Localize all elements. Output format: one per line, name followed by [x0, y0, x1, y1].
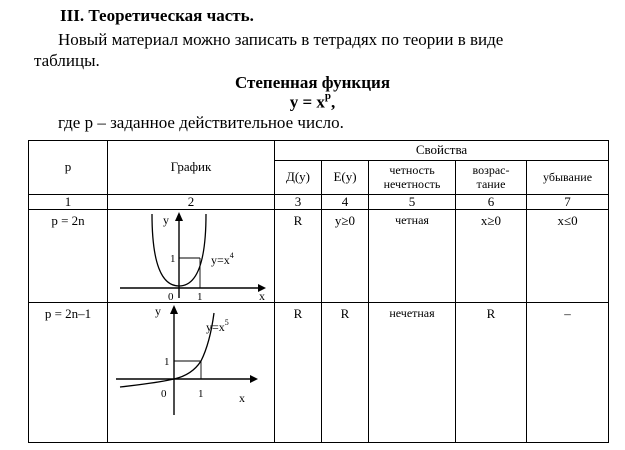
header-parity-line1: четность [389, 163, 435, 178]
curve-x5 [120, 313, 214, 387]
table-row [29, 210, 609, 303]
header-parity-line2: нечетность [383, 176, 441, 191]
curve-label-base: y=x [206, 320, 225, 335]
tick-y-label: 1 [164, 356, 170, 369]
tick-x-label: 1 [198, 388, 204, 401]
y-axis-arrow-icon [175, 212, 183, 221]
header-parity [369, 161, 456, 195]
column-number-4: 4 [322, 195, 369, 210]
row2-p: p = 2n–1 [29, 303, 108, 443]
x-axis-arrow-icon [250, 375, 258, 383]
section-heading: III. Теоретическая часть. [60, 6, 254, 25]
tick-y-label: 1 [170, 253, 176, 266]
row2-decrease: – [527, 303, 609, 443]
even-power-graph [108, 210, 275, 302]
axis-label-x: x [239, 391, 245, 406]
curve-label [211, 251, 234, 267]
curve-label [206, 318, 229, 334]
row2-increase: R [456, 303, 527, 443]
column-number-2: 2 [108, 195, 275, 210]
curve-label-base: y=x [211, 253, 230, 268]
axis-label-x: x [259, 289, 265, 303]
curve-label-exp: 4 [229, 251, 234, 261]
row2-domain: R [275, 303, 322, 443]
header-domain: Д(y) [275, 161, 322, 195]
intro-line-2: таблицы. [34, 51, 100, 70]
where-text: где p – заданное действительное число. [58, 113, 344, 132]
header-range: E(y) [322, 161, 369, 195]
header-decrease: убывание [527, 161, 609, 195]
formula-base: y = x [289, 92, 325, 112]
function-title: Степенная функция [234, 73, 391, 92]
header-properties: Свойства [275, 141, 609, 161]
axis-label-y: y [163, 213, 169, 228]
column-number-5: 5 [369, 195, 456, 210]
column-number-3: 3 [275, 195, 322, 210]
header-increase-line2: тание [476, 176, 506, 191]
header-increase-line1: возрас- [472, 163, 510, 178]
function-formula [0, 92, 625, 113]
origin-label: 0 [161, 388, 167, 401]
header-graph: График [108, 141, 275, 195]
row2-graph [108, 303, 275, 443]
y-axis-arrow-icon [170, 305, 178, 314]
row1-parity: четная [369, 210, 456, 303]
row2-range: R [322, 303, 369, 443]
row1-graph [108, 210, 275, 303]
table-row [29, 303, 609, 443]
row1-decrease: x≤0 [527, 210, 609, 303]
row2-parity: нечетная [369, 303, 456, 443]
odd-power-graph [108, 303, 275, 423]
row1-range: y≥0 [322, 210, 369, 303]
origin-label: 0 [168, 291, 174, 303]
column-number-1: 1 [29, 195, 108, 210]
row1-p: p = 2n [29, 210, 108, 303]
row1-domain: R [275, 210, 322, 303]
column-number-7: 7 [527, 195, 609, 210]
header-increase [456, 161, 527, 195]
header-p: p [29, 141, 108, 195]
tick-x-label: 1 [197, 291, 203, 303]
properties-table [28, 140, 609, 443]
axis-label-y: y [155, 304, 161, 319]
column-number-6: 6 [456, 195, 527, 210]
curve-label-exp: 5 [224, 318, 229, 328]
formula-suffix: , [331, 92, 336, 112]
formula-exponent: p [324, 90, 332, 102]
intro-line-1: Новый материал можно записать в тетрадях по теории в виде [58, 30, 504, 49]
row1-increase: x≥0 [456, 210, 527, 303]
